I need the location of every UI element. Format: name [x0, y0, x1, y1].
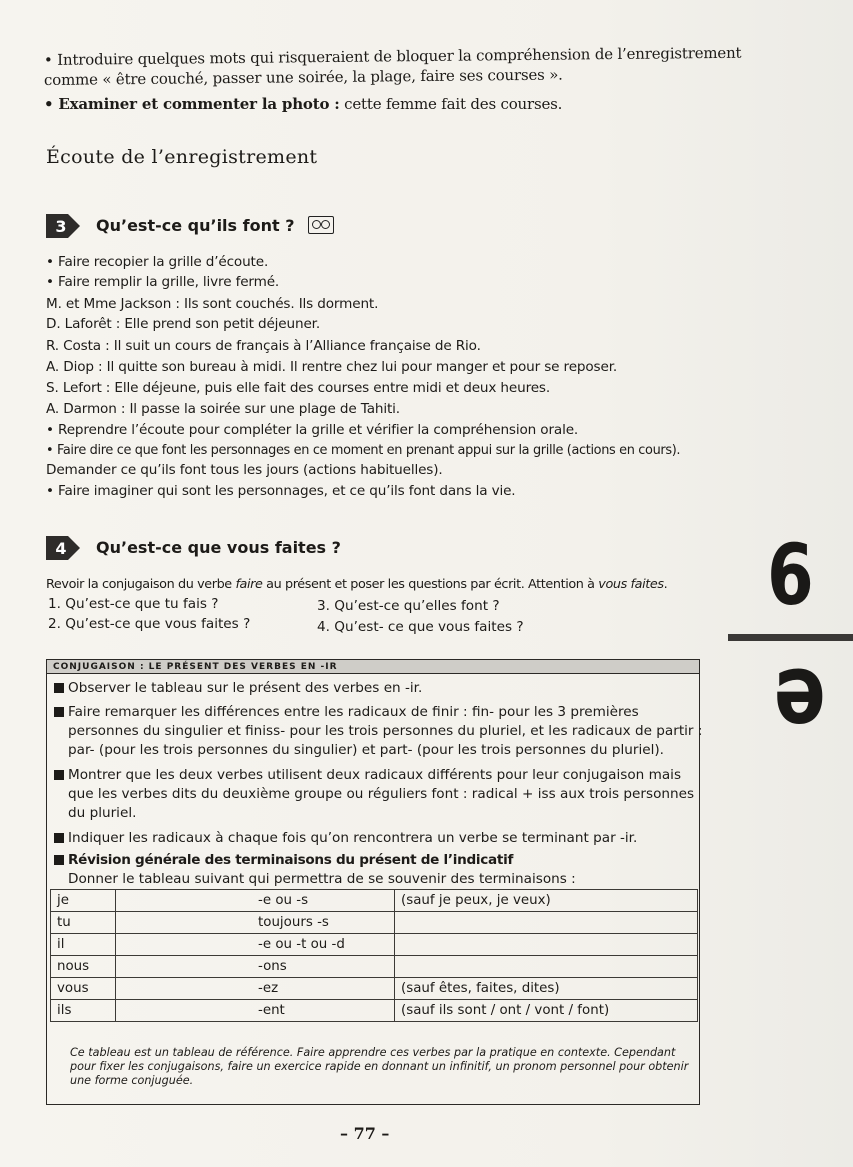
table-row [51, 934, 698, 956]
box-item-4 [54, 829, 694, 848]
pronoun-cell: ils [51, 1000, 116, 1022]
box-item-3 [54, 766, 708, 823]
pronoun-cell: il [51, 934, 116, 956]
square-bullet-icon [54, 833, 64, 843]
square-bullet-icon [54, 707, 64, 717]
ex4-intro [46, 575, 667, 595]
table-row [51, 978, 698, 1000]
ending-cell: -ons [252, 956, 395, 978]
table-row [51, 912, 698, 934]
pronoun-cell: tu [51, 912, 116, 934]
ex3-line: A. Diop : Il quitte son bureau à midi. Il rentre chez lui pour manger et pour se reposer. [46, 359, 618, 375]
ex3-line: • Faire imaginer qui sont les personnages, et ce qu’ils font dans la vie. [46, 483, 516, 499]
side-tab-number: 6 [767, 526, 814, 624]
spacer-cell [116, 956, 253, 978]
ex4-intro-verb: faire [235, 577, 263, 592]
exercise-3-title: Qu’est-ce qu’ils font ? [96, 216, 295, 235]
box-item-1-text: Observer le tableau sur le présent des verbes en -ir. [68, 680, 423, 696]
side-tab-divider [728, 634, 853, 641]
spacer-cell [116, 1000, 253, 1022]
conjugation-box-header: CONJUGAISON : LE PRÉSENT DES VERBES EN -IR [47, 660, 699, 674]
pronoun-cell: vous [51, 978, 116, 1000]
side-tab-letter: e [773, 647, 826, 759]
exception-cell [395, 956, 698, 978]
ex3-line: M. et Mme Jackson : Ils sont couchés. Ils dorment. [46, 296, 379, 312]
ex4-intro-b: au présent et poser les questions par écrit. Attention à [262, 577, 599, 592]
pronoun-cell: je [51, 890, 116, 912]
box-item-2 [54, 703, 708, 760]
box-item-1 [54, 679, 694, 698]
ex3-line: R. Costa : Il suit un cours de français à l’Alliance française de Rio. [46, 338, 481, 354]
ending-cell: -ez [252, 978, 395, 1000]
ending-cell: -e ou -t ou -d [252, 934, 395, 956]
exercise-4-title: Qu’est-ce que vous faites ? [96, 538, 341, 557]
exercise-3-number: 3 [55, 217, 67, 236]
spacer-cell [116, 890, 253, 912]
bleed-through-decoration [292, 118, 296, 133]
ex4-intro-c: . [663, 577, 668, 592]
ex4-question: 2. Qu’est-ce que vous faites ? [48, 616, 251, 632]
exception-cell [395, 934, 698, 956]
spacer-cell [116, 978, 253, 1000]
pronoun-cell: nous [51, 956, 116, 978]
table-row [51, 956, 698, 978]
exercise-badge-icon [46, 212, 82, 240]
ex3-line: A. Darmon : Il passe la soirée sur une plage de Tahiti. [46, 401, 400, 417]
ex3-line: • Faire recopier la grille d’écoute. [46, 254, 269, 270]
box-item-5-text: Donner le tableau suivant qui permettra de se souvenir des terminaisons : [68, 871, 576, 887]
box-item-2-text: Faire remarquer les différences entre les radicaux de finir : fin- pour les 3 premières personnes du singulier et finiss- pour les trois personnes du pluriel, et les radicaux de partir : par- (pour les trois personnes du singulier) et part- (pour les trois personnes du pluriel). [68, 704, 703, 758]
exception-cell: (sauf êtes, faites, dites) [395, 978, 698, 1000]
ending-cell: -e ou -s [252, 890, 395, 912]
ex3-line: • Faire dire ce que font les personnages en ce moment en prenant appui sur la grille (actions en cours). [46, 443, 681, 458]
intro-bullet-2-rest: cette femme fait des courses. [339, 95, 563, 113]
intro-bullet-2 [44, 94, 562, 114]
spacer-cell [116, 912, 253, 934]
exception-cell: (sauf ils sont / ont / vont / font) [395, 1000, 698, 1022]
box-item-5-title [54, 851, 694, 870]
ex3-line: S. Lefort : Elle déjeune, puis elle fait des courses entre midi et deux heures. [46, 380, 551, 396]
exercise-4-number: 4 [55, 539, 67, 558]
square-bullet-icon [54, 855, 64, 865]
box-item-5-title-text: Révision générale des terminaisons du présent de l’indicatif [68, 852, 514, 868]
ex4-intro-focus: vous faites [598, 577, 664, 592]
exception-cell: (sauf je peux, je veux) [395, 890, 698, 912]
box-item-3-text: Montrer que les deux verbes utilisent deux radicaux différents pour leur conjugaison mais que les verbes dits du deuxième groupe ou réguliers font : radical + iss aux trois personnes du pluriel. [68, 767, 695, 821]
intro-bullet-1-line-1: • Introduire quelques mots qui risqueraient de bloquer la compréhension de l’enregistrement [43, 43, 742, 69]
spacer-cell [116, 934, 253, 956]
exercise-3-title-wrap [96, 216, 334, 235]
reference-note: Ce tableau est un tableau de référence. Faire apprendre ces verbes par la pratique en contexte. Cependant pour fixer les conjugaisons, faire un exercice rapide en donnant un infinitif, un pronom personnel pour obtenir une forme conjuguée. [70, 1046, 689, 1087]
ex4-intro-a: Revoir la conjugaison du verbe [46, 577, 236, 592]
section-title: Écoute de l’enregistrement [46, 146, 318, 168]
exception-cell [395, 912, 698, 934]
ex3-line: D. Laforêt : Elle prend son petit déjeuner. [46, 316, 321, 332]
table-row [51, 1000, 698, 1022]
intro-bullet-1-line-2: comme « être couché, passer une soirée, la plage, faire ses courses ». [43, 65, 563, 89]
square-bullet-icon [54, 770, 64, 780]
box-item-4-text: Indiquer les radicaux à chaque fois qu’on rencontrera un verbe se terminant par -ir. [68, 830, 638, 846]
ex4-question: 1. Qu’est-ce que tu fais ? [48, 596, 219, 612]
intro-bullet-2-bold: • Examiner et commenter la photo : [44, 95, 340, 113]
terminations-table [50, 889, 698, 1022]
page-number: – 77 – [340, 1124, 390, 1143]
ex4-question: 3. Qu’est-ce qu’elles font ? [317, 598, 500, 614]
table-row [51, 890, 698, 912]
ex4-question: 4. Qu’est- ce que vous faites ? [317, 619, 524, 635]
exercise-badge-icon [46, 534, 82, 562]
ending-cell: -ent [252, 1000, 395, 1022]
ex3-line: • Faire remplir la grille, livre fermé. [46, 274, 280, 290]
ending-cell: toujours -s [252, 912, 395, 934]
ex3-line: • Reprendre l’écoute pour compléter la grille et vérifier la compréhension orale. [46, 422, 579, 438]
square-bullet-icon [54, 683, 64, 693]
cassette-tape-icon [308, 216, 334, 234]
ex3-line: Demander ce qu’ils font tous les jours (actions habituelles). [46, 462, 443, 478]
